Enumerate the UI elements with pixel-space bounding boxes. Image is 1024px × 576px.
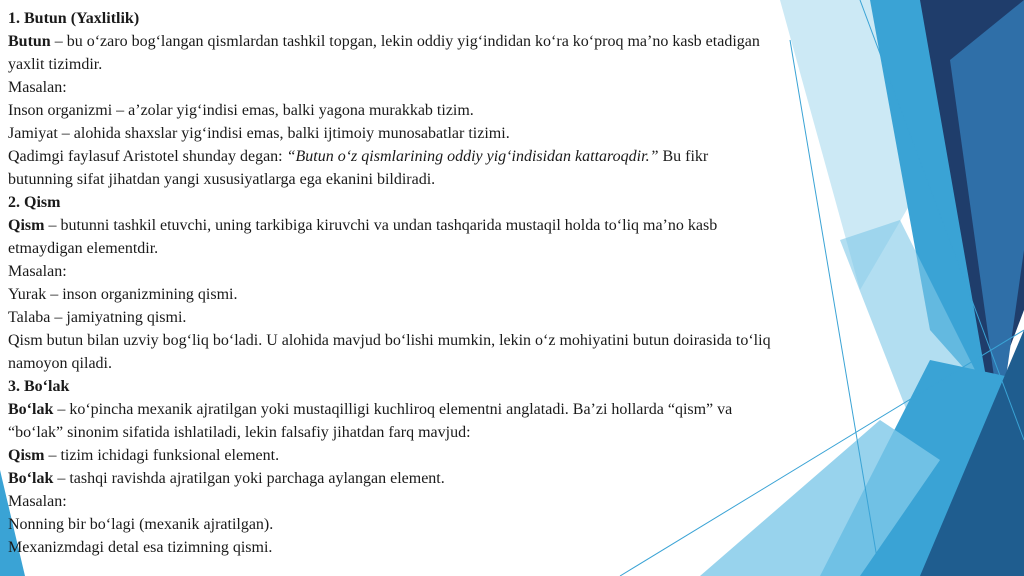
text-segment: Masalan: xyxy=(8,263,67,280)
text-line xyxy=(8,237,938,260)
text-line xyxy=(8,122,938,145)
text-line xyxy=(8,306,938,329)
text-segment: Yurak – inson organizmining qismi. xyxy=(8,286,238,303)
bold-term: Qism xyxy=(8,217,45,234)
text-line xyxy=(8,398,938,421)
quote-text: “Butun o‘z qismlarining oddiy yig‘indisidan kattaroqdir.” xyxy=(286,148,659,165)
text-segment: Bu fikr xyxy=(658,148,709,165)
text-segment: Qism butun bilan uzviy bog‘liq bo‘ladi. U alohida mavjud bo‘lishi mumkin, lekin o‘z mohiyatini butun doirasida to‘liq xyxy=(8,332,771,349)
text-segment: Nonning bir bo‘lagi (mexanik ajratilgan). xyxy=(8,516,274,533)
text-segment: etmaydigan elementdir. xyxy=(8,240,159,257)
text-line xyxy=(8,53,938,76)
text-line xyxy=(8,30,938,53)
text-segment: Masalan: xyxy=(8,493,67,510)
text-line xyxy=(8,76,938,99)
text-segment: Talaba – jamiyatning qismi. xyxy=(8,309,187,326)
bold-term: 2. Qism xyxy=(8,194,61,211)
text-line xyxy=(8,467,938,490)
text-segment: yaxlit tizimdir. xyxy=(8,56,103,73)
text-segment: namoyon qiladi. xyxy=(8,355,112,372)
text-line xyxy=(8,7,938,30)
text-segment: Masalan: xyxy=(8,79,67,96)
bold-term: 3. Bo‘lak xyxy=(8,378,70,395)
text-segment: Jamiyat – alohida shaxslar yig‘indisi emas, balki ijtimoiy munosabatlar tizimi. xyxy=(8,125,510,142)
text-line xyxy=(8,421,938,444)
bold-term: Butun xyxy=(8,33,51,50)
text-segment: – bu o‘zaro bog‘langan qismlardan tashkil topgan, lekin oddiy yig‘indidan ko‘ra ko‘proq ma’no kasb etadigan xyxy=(50,33,760,50)
text-line xyxy=(8,329,938,352)
text-segment: butunning sifat jihatdan yangi xususiyatlarga ega ekanini bildiradi. xyxy=(8,171,436,188)
text-line xyxy=(8,168,938,191)
bold-term: Bo‘lak xyxy=(8,470,54,487)
text-line xyxy=(8,536,938,559)
bold-term: Qism xyxy=(8,447,45,464)
bold-term: 1. Butun (Yaxlitlik) xyxy=(8,10,140,27)
text-segment: – tashqi ravishda ajratilgan yoki parchaga aylangan element. xyxy=(53,470,445,487)
text-line xyxy=(8,352,938,375)
bold-term: Bo‘lak xyxy=(8,401,54,418)
text-line xyxy=(8,490,938,513)
text-line xyxy=(8,260,938,283)
text-segment: Inson organizmi – a’zolar yig‘indisi emas, balki yagona murakkab tizim. xyxy=(8,102,474,119)
text-segment: Mexanizmdagi detal esa tizimning qismi. xyxy=(8,539,273,556)
text-segment: – ko‘pincha mexanik ajratilgan yoki mustaqilligi kuchliroq elementni anglatadi. Ba’zi hollarda “qism” va xyxy=(53,401,733,418)
text-segment: – tizim ichidagi funksional element. xyxy=(44,447,280,464)
text-line xyxy=(8,513,938,536)
text-line xyxy=(8,214,938,237)
text-line xyxy=(8,191,938,214)
text-line xyxy=(8,283,938,306)
text-segment: – butunni tashkil etuvchi, uning tarkibiga kiruvchi va undan tashqarida mustaqil holda to‘liq ma’no kasb xyxy=(44,217,718,234)
text-segment: Qadimgi faylasuf Aristotel shunday degan: xyxy=(8,148,287,165)
text-segment: “bo‘lak” sinonim sifatida ishlatiladi, lekin falsafiy jihatdan farq mavjud: xyxy=(8,424,471,441)
text-line xyxy=(8,99,938,122)
slide-body-text xyxy=(8,7,938,559)
text-line xyxy=(8,375,938,398)
text-line xyxy=(8,444,938,467)
text-line xyxy=(8,145,938,168)
